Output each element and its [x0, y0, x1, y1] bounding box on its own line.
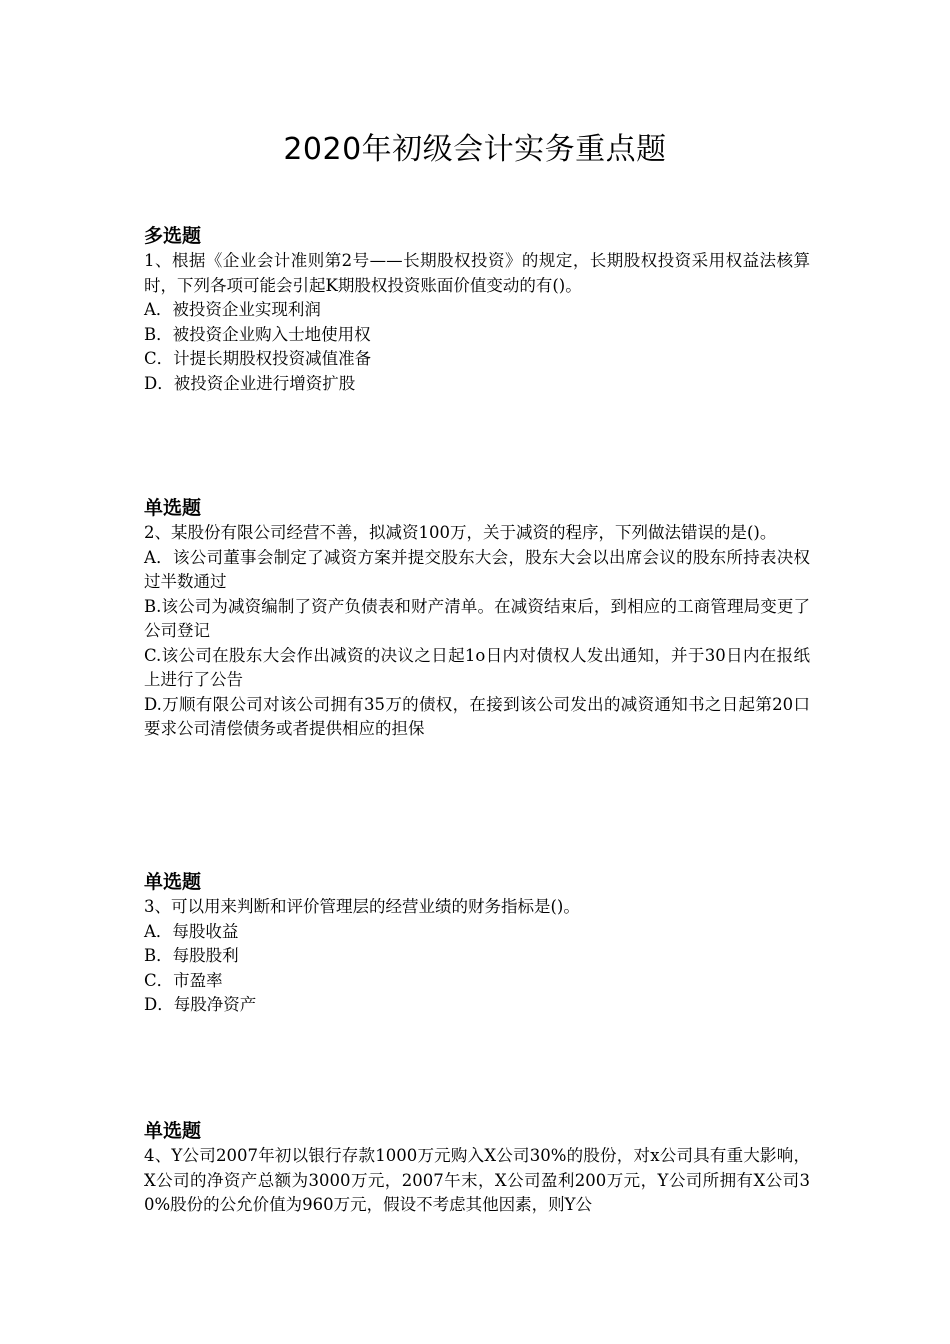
- option-c: C．计提长期股权投资减值准备: [144, 349, 372, 368]
- question-type: 单选题: [144, 871, 202, 893]
- option-c: C．市盈率: [144, 970, 223, 990]
- question-stem: 2、某股份有限公司经营不善，拟减资100万，关于减资的程序，下列做法错误的是()。: [144, 523, 777, 542]
- question-block-3: [144, 870, 810, 1018]
- option-b: B.该公司为减资编制了资产负债表和财产清单。在减资结束后，到相应的工商管理局变更了公司登记: [144, 596, 810, 640]
- option-a: A．每股收益: [144, 921, 239, 941]
- option-d: D．每股净资产: [144, 995, 257, 1014]
- question-block-1: [144, 224, 810, 396]
- question-block-2: [144, 496, 810, 742]
- option-a: A．被投资企业实现利润: [144, 300, 321, 319]
- question-type: 单选题: [144, 497, 202, 519]
- question-stem: 4、Y公司2007年初以银行存款1000万元购入X公司30%的股份，对x公司具有重大影响，X公司的净资产总额为3000万元，2007午末，X公司盈利200万元，Y公司所拥有X公司30%股份的公允价值为960万元，假设不考虑其他因素，则Y公: [144, 1146, 810, 1214]
- document-title: 2020年初级会计实务重点题: [283, 132, 667, 167]
- question-block-4: [144, 1119, 810, 1218]
- option-b: B．被投资企业购入士地使用权: [144, 324, 371, 344]
- question-type: 单选题: [144, 1120, 202, 1142]
- option-d: D.万顺有限公司对该公司拥有35万的债权，在接到该公司发出的减资通知书之日起第20口要求公司清偿债务或者提供相应的担保: [144, 694, 810, 738]
- question-type: 多选题: [144, 225, 202, 247]
- option-c: C.该公司在股东大会作出减资的决议之日起1o日内对债权人发出通知，并于30日内在报纸上进行了公告: [144, 645, 810, 689]
- option-b: B．每股股利: [144, 946, 239, 965]
- option-a: A．该公司董事会制定了减资方案并提交股东大会，股东大会以出席会议的股东所持表决权过半数通过: [144, 547, 810, 591]
- question-stem: 1、根据《企业会计准则第2号——长期股权投资》的规定，长期股权投资采用权益法核算时，下列各项可能会引起K期股权投资账面价值变动的有()。: [144, 251, 810, 295]
- question-stem: 3、可以用来判断和评价管理层的经营业绩的财务指标是()。: [144, 897, 580, 916]
- option-d: D．被投资企业进行增资扩股: [144, 373, 356, 393]
